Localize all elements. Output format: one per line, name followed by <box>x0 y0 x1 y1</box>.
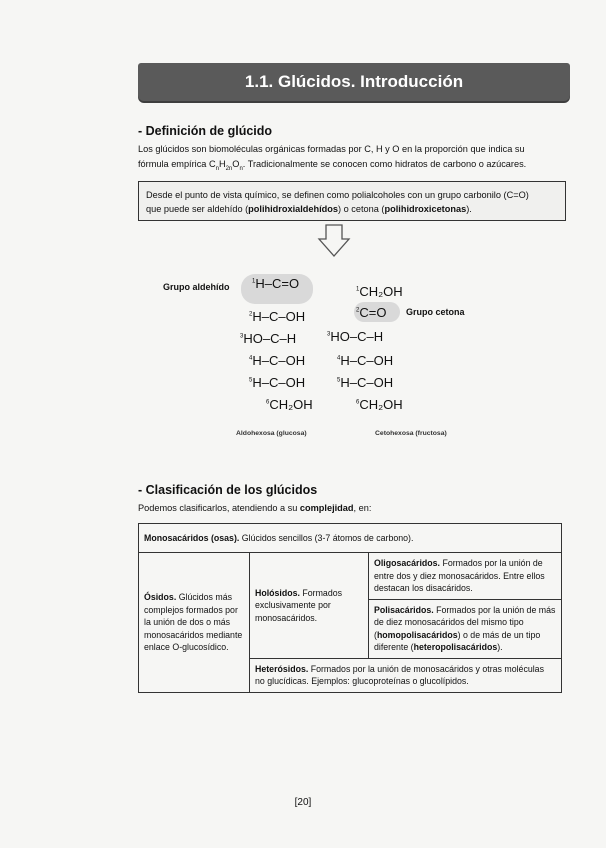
cell-polisacaridos: Polisacáridos. Formados por la unión de más de diez monosacáridos del mismo tipo (homopolisacáridos) o de más de un tipo diferente (heteropolisacáridos). <box>369 599 562 658</box>
definition-paragraph: Los glúcidos son biomoléculas orgánicas formadas por C, H y O en la proporción que indica su fórmula empírica $C_nH_{2n}O_n$. Tradicionalmente se conocen como hidratos de carbono o azúcares. <box>138 144 527 172</box>
cell-holosidos: Holósidos. Formados exclusivamente por monosacáridos. <box>250 553 369 659</box>
caption-glucose: Aldohexosa (glucosa) <box>236 430 307 437</box>
definition-callout: Desde el punto de vista químico, se definen como polialcoholes con un grupo carbonilo (C=O) que puede ser aldehído (polihidroxialdehídos) o cetona (polihidroxicetonas). <box>138 181 566 221</box>
label-aldehyde: Grupo aldehído <box>163 282 230 292</box>
document-page: 1.1. Glúcidos. Introducción - Definición de glúcido Los glúcidos son biomoléculas orgánicas formadas por C, H y O en la proporción que indica su fórmula empírica $C_nH_{2n}O_n$. Tradicionalmente se conocen como hidratos de carbono o azúcares. Desde el punto de vista químico, se definen como polialcoholes con un grupo carbonilo (C=O) que puede ser aldehído (polihidroxialdehídos) o cetona (polihidroxicetonas). Grupo aldehído Grupo cetona $^1$H–C=O $^2$H–C–OH $^3$HO–C–H $^4$H–C–OH $^5$H–C–OH $^6$CH₂OH Aldohexosa (glucosa) $^1$CH₂OH $^2$C=O $^3$HO–C–H $^4$H–C–OH $^5$H–C–OH $^6$CH₂OH Cetohexosa (fructosa) - Clasificación de los glúcidos Podemos clasificarlos, atendiendo a su complejidad, en: Monosacáridos (osas). Glúcidos sencillos (3-7 átomos de carbono). Ósidos. Glúcidos más complejos formados por la unión de dos o más monosacáridos mediante enlace O-glucosídico. Holósidos. Formados exclusivamente por monosacáridos. Oligosacáridos. Formados por la unión de entre dos y diez monosacáridos. Entre ellos destacan los disacáridos. Polisacáridos. Formados por la unión de más de diez monosacáridos del mismo tipo (homopolisacáridos) o de más de un tipo diferente (heteropolisacáridos). Heterósidos. Formados por la unión de monosacáridos y otras moléculas no glucídicas. Ejemplos: glucoproteínas o glucolípidos. [20] <box>0 0 606 848</box>
cell-oligosacaridos: Oligosacáridos. Formados por la unión de entre dos y diez monosacáridos. Entre ellos destacan los disacáridos. <box>369 553 562 600</box>
classification-table <box>138 523 562 693</box>
cell-monosacaridos: Monosacáridos (osas). Glúcidos sencillos (3-7 átomos de carbono). <box>139 524 562 553</box>
heading-definicion: - Definición de glúcido <box>138 124 273 138</box>
cell-heterosidos: Heterósidos. Formados por la unión de monosacáridos y otras moléculas no glucídicas. Ejemplos: glucoproteínas o glucolípidos. <box>250 658 562 692</box>
page-number: [20] <box>294 797 312 808</box>
caption-fructose: Cetohexosa (fructosa) <box>375 430 447 437</box>
label-ketone: Grupo cetona <box>406 307 465 317</box>
down-arrow-icon <box>317 224 351 258</box>
table-row <box>139 553 562 600</box>
clasificacion-intro: Podemos clasificarlos, atendiendo a su complejidad, en: <box>138 503 372 513</box>
heading-clasificacion: - Clasificación de los glúcidos <box>138 483 318 497</box>
cell-osidos: Ósidos. Glúcidos más complejos formados por la unión de dos o más monosacáridos mediante enlace O-glucosídico. <box>139 553 250 693</box>
table-row <box>139 524 562 553</box>
page-title: 1.1. Glúcidos. Introducción <box>138 63 570 101</box>
